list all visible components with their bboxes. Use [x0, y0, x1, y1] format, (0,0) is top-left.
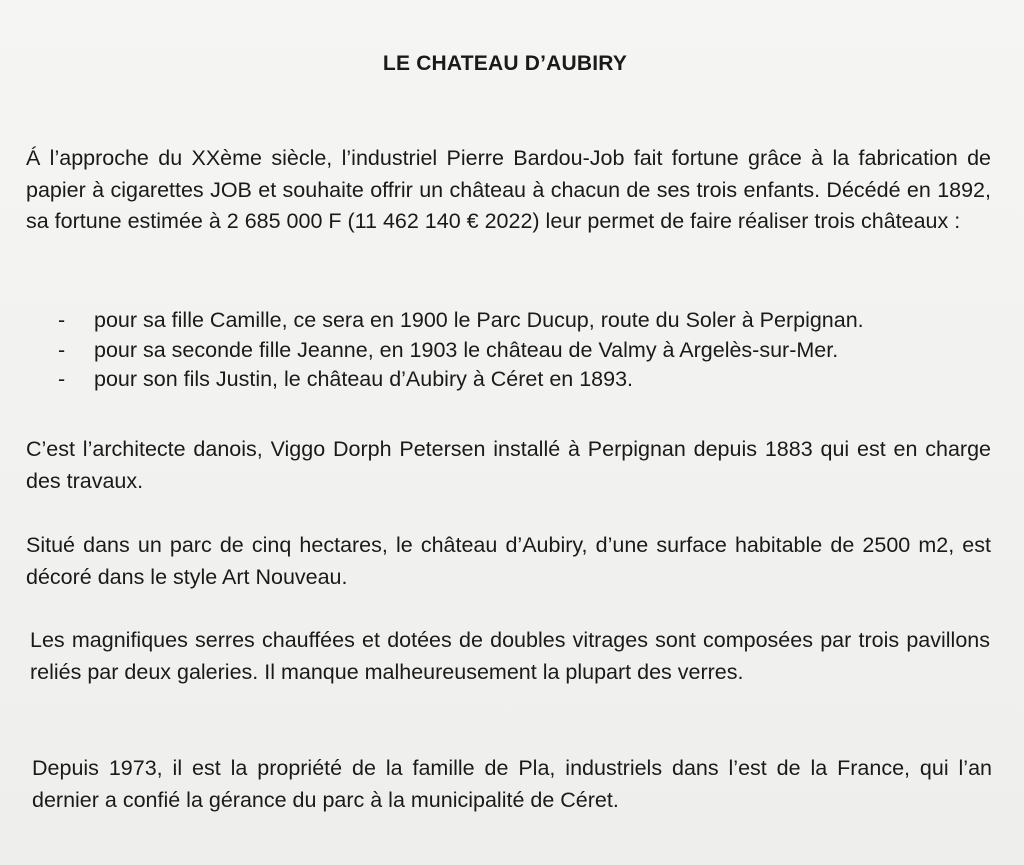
paragraph-ownership: Depuis 1973, il est la propriété de la famille de Pla, industriels dans l’est de la France, qui l’an dernier a confié la gérance du parc à la municipalité de Céret.: [32, 756, 992, 812]
children-chateaux-list: [58, 306, 864, 395]
paragraph-architect: C’est l’architecte danois, Viggo Dorph Petersen installé à Perpignan depuis 1883 qui est en charge des travaux.: [26, 437, 991, 493]
paragraph-park: Situé dans un parc de cinq hectares, le château d’Aubiry, d’une surface habitable de 2500 m2, est décoré dans le style Art Nouveau.: [26, 533, 991, 589]
document-title: LE CHATEAU D’AUBIRY: [382, 52, 628, 75]
list-item-text: pour sa fille Camille, ce sera en 1900 le Parc Ducup, route du Soler à Perpignan.: [94, 308, 864, 332]
list-item: [58, 336, 864, 366]
list-marker: -: [58, 367, 66, 391]
paragraph-greenhouses: Les magnifiques serres chauffées et dotées de doubles vitrages sont composées par trois pavillons reliés par deux galeries. Il manque malheureusement la plupart des verres.: [30, 628, 990, 684]
list-item: [58, 306, 864, 336]
paragraph-intro: Á l’approche du XXème siècle, l’industriel Pierre Bardou-Job fait fortune grâce à la fabrication de papier à cigarettes JOB et souhaite offrir un château à chacun de ses trois enfants. Décédé en 1892, sa fortune estimée à 2 685 000 F (11 462 140 € 2022) leur permet de faire réaliser trois châteaux :: [26, 146, 991, 233]
list-item: [58, 365, 864, 395]
list-item-text: pour son fils Justin, le château d’Aubiry à Céret en 1893.: [94, 367, 634, 391]
list-marker: -: [58, 337, 66, 362]
list-marker: -: [58, 308, 66, 332]
list-item-text: pour sa seconde fille Jeanne, en 1903 le château de Valmy à Argelès-sur-Mer.: [94, 337, 839, 362]
